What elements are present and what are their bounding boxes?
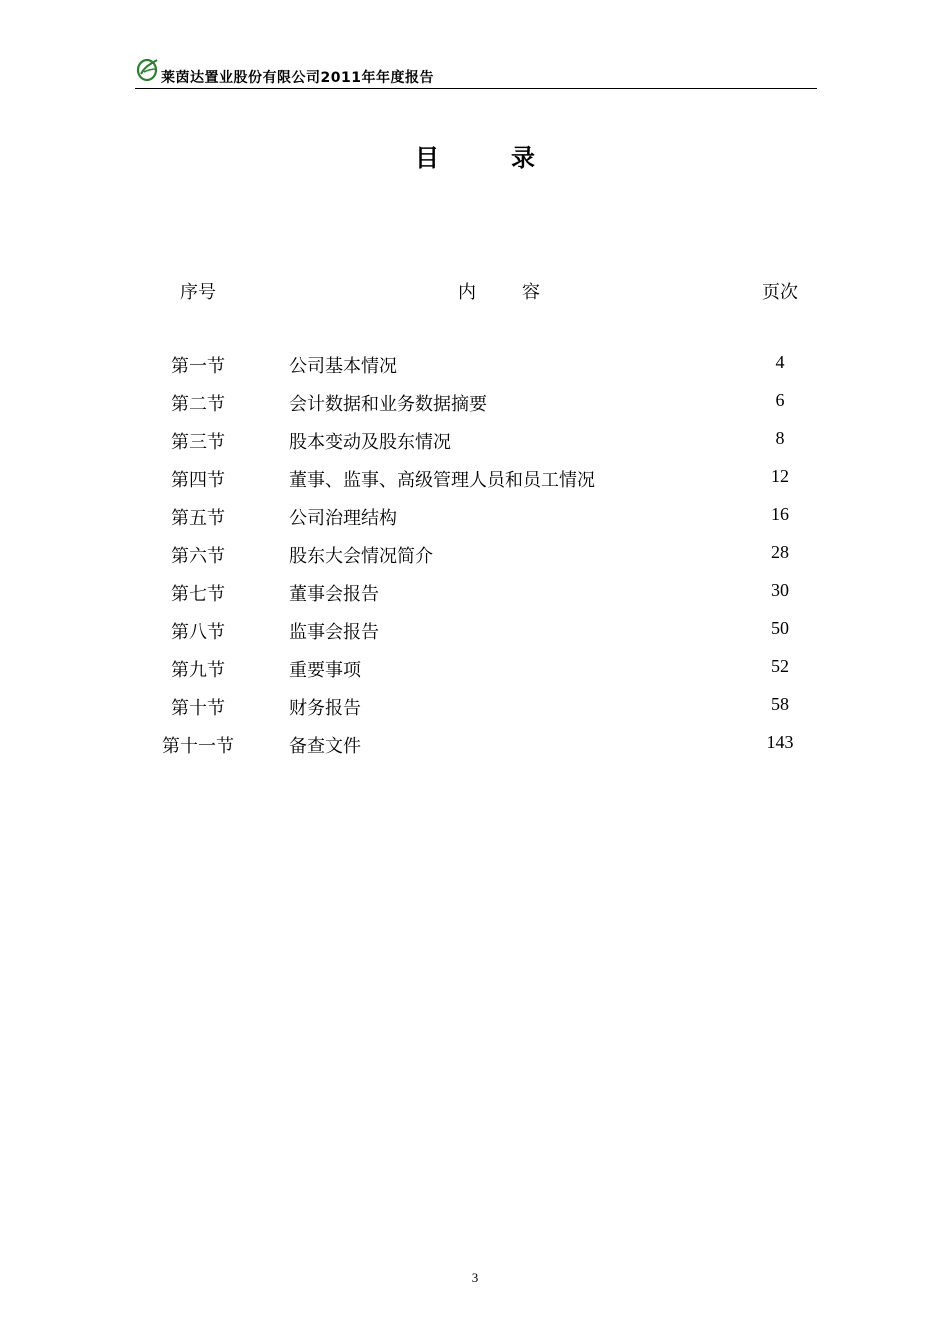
toc-row[interactable]: [0, 688, 950, 726]
toc-row[interactable]: [0, 346, 950, 384]
header-rule: [135, 88, 817, 89]
toc-section: 第八节: [171, 622, 225, 643]
toc-page: 30: [771, 580, 789, 600]
page-title: [0, 138, 950, 173]
toc-section: 第六节: [171, 546, 225, 567]
page-header: [135, 56, 817, 90]
toc-row[interactable]: [0, 460, 950, 498]
toc-section: 第九节: [171, 660, 225, 681]
toc-section: 第十一节: [162, 736, 234, 757]
toc-row[interactable]: [0, 612, 950, 650]
toc-page: 8: [775, 428, 785, 448]
toc-section: 第三节: [171, 432, 225, 453]
toc-section: 第一节: [171, 356, 225, 377]
toc-section: 第二节: [171, 394, 225, 415]
column-header-seq: 序号: [180, 282, 216, 303]
toc-section: 第十节: [171, 698, 225, 719]
table-of-contents: [0, 346, 950, 764]
column-header-content-a: 内: [458, 282, 476, 303]
toc-row[interactable]: [0, 498, 950, 536]
toc-row[interactable]: [0, 650, 950, 688]
toc-title: 公司治理结构: [289, 508, 397, 529]
toc-title: 监事会报告: [289, 622, 379, 643]
toc-section: 第七节: [171, 584, 225, 605]
toc-title: 财务报告: [289, 698, 361, 719]
column-header-content-b: 容: [522, 282, 540, 303]
title-char-1: 目: [415, 144, 439, 172]
toc-row[interactable]: [0, 384, 950, 422]
toc-page: 58: [771, 694, 789, 714]
toc-title: 公司基本情况: [289, 356, 397, 377]
toc-title: 备查文件: [289, 736, 361, 757]
company-logo-icon: [135, 56, 161, 84]
toc-row[interactable]: [0, 574, 950, 612]
toc-page: 12: [771, 466, 789, 486]
toc-row[interactable]: [0, 422, 950, 460]
toc-page: 6: [775, 390, 785, 410]
toc-title: 股本变动及股东情况: [289, 432, 451, 453]
toc-title: 重要事项: [289, 660, 361, 681]
toc-title: 会计数据和业务数据摘要: [289, 394, 487, 415]
toc-section: 第四节: [171, 470, 225, 491]
toc-title: 董事会报告: [289, 584, 379, 605]
toc-page: 28: [771, 542, 789, 562]
toc-page: 52: [771, 656, 789, 676]
toc-page: 4: [775, 352, 785, 372]
header-title: 莱茵达置业股份有限公司2011年年度报告: [161, 70, 434, 86]
toc-row[interactable]: [0, 726, 950, 764]
column-header-page: 页次: [762, 282, 798, 303]
toc-page: 143: [766, 732, 794, 752]
title-char-2: 录: [511, 144, 535, 172]
toc-section: 第五节: [171, 508, 225, 529]
toc-page: 16: [771, 504, 789, 524]
toc-row[interactable]: [0, 536, 950, 574]
page-number: 3: [471, 1270, 479, 1285]
toc-title: 股东大会情况简介: [289, 546, 433, 567]
toc-title: 董事、监事、高级管理人员和员工情况: [289, 470, 595, 491]
column-header-content: [458, 278, 540, 304]
toc-page: 50: [771, 618, 789, 638]
